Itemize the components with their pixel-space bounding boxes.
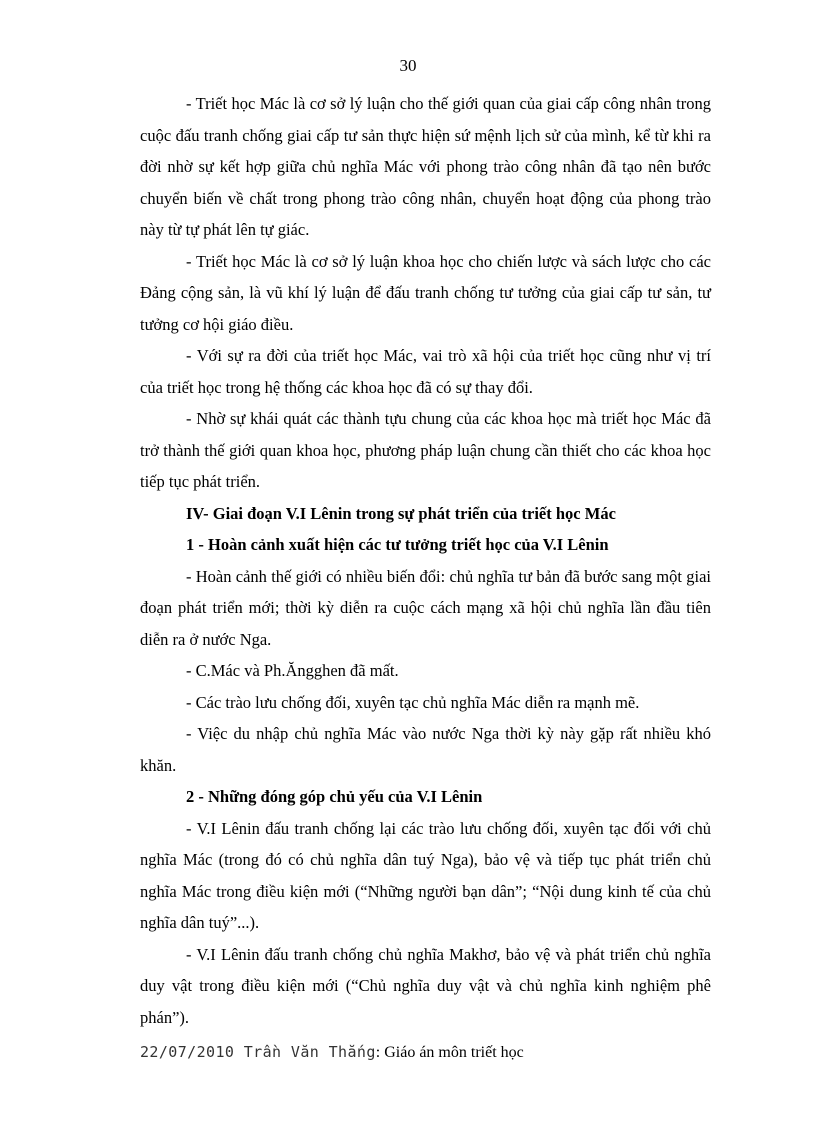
subheading-contributions: 2 - Những đóng góp chủ yếu của V.I Lênin	[186, 787, 483, 806]
paragraph-marx-engels: - C.Mác và Ph.Ăngghen đã mất.	[186, 661, 399, 680]
paragraph-social-role: - Với sự ra đời của triết học Mác, vai trò xã hội của triết học cũng như vị trí của triết học trong hệ thống các khoa học đã có sự thay đổi.	[140, 346, 711, 397]
paragraph-defense-marxism: - V.I Lênin đấu tranh chống lại các trào lưu chống đối, xuyên tạc đối với chủ nghĩa Mác (trong đó có chủ nghĩa dân tuý Nga), bảo vệ và tiếp tục phát triển chủ nghĩa Mác trong điều kiện mới (“Những người bạn dân”; “Nội dung kinh tế của chủ nghĩa dân tuý”...).	[140, 818, 711, 932]
subheading-circumstances: 1 - Hoàn cảnh xuất hiện các tư tưởng triết học của V.I Lênin	[186, 535, 609, 554]
footer-title: : Giáo án môn triết học	[375, 1044, 524, 1061]
document-body	[140, 88, 711, 1033]
paragraph-materialism: - V.I Lênin đấu tranh chống chủ nghĩa Makhơ, bảo vệ và phát triển chủ nghĩa duy vật trong điều kiện mới (“Chủ nghĩa duy vật và chủ nghĩa kinh nghiệm phê phán”).	[140, 944, 711, 1027]
section-heading-lenin-stage: IV- Giai đoạn V.I Lênin trong sự phát triển của triết học Mác	[186, 503, 616, 523]
paragraph-difficulties: - Việc du nhập chủ nghĩa Mác vào nước Nga thời kỳ này gặp rất nhiều khó khăn.	[140, 724, 711, 775]
paragraph-worldview: - Triết học Mác là cơ sở lý luận cho thế giới quan của giai cấp công nhân trong cuộc đấu tranh chống giai cấp tư sản thực hiện sứ mệnh lịch sử của mình, kể từ khi ra đời nhờ sự kết hợp giữa chủ nghĩa Mác với phong trào công nhân đã tạo nên bước chuyển biến về chất trong phong trào công nhân, chuyển hoạt động của phong trào này từ tự phát lên tự giác.	[140, 94, 711, 239]
paragraph-methodology: - Nhờ sự khái quát các thành tựu chung của các khoa học mà triết học Mác đã trở thành thế giới quan khoa học, phương pháp luận chung cần thiết cho các khoa học tiếp tục phát triển.	[140, 409, 711, 491]
page-footer	[140, 1042, 524, 1063]
paragraph-strategy: - Triết học Mác là cơ sở lý luận khoa học cho chiến lược và sách lược cho các Đảng cộng sản, là vũ khí lý luận để đấu tranh chống tư tưởng của giai cấp tư sản, tư tưởng cơ hội giáo điều.	[140, 251, 711, 334]
paragraph-world-context: - Hoàn cảnh thế giới có nhiều biến đổi: chủ nghĩa tư bản đã bước sang một giai đoạn phát triển mới; thời kỳ diễn ra cuộc cách mạng xã hội chủ nghĩa lần đầu tiên diễn ra ở nước Nga.	[140, 566, 711, 649]
footer-date-author: 22/07/2010 Trần Văn Thắng	[140, 1043, 376, 1061]
page-number: 30	[399, 56, 417, 75]
paragraph-opposition: - Các trào lưu chống đối, xuyên tạc chủ nghĩa Mác diễn ra mạnh mẽ.	[186, 692, 640, 712]
